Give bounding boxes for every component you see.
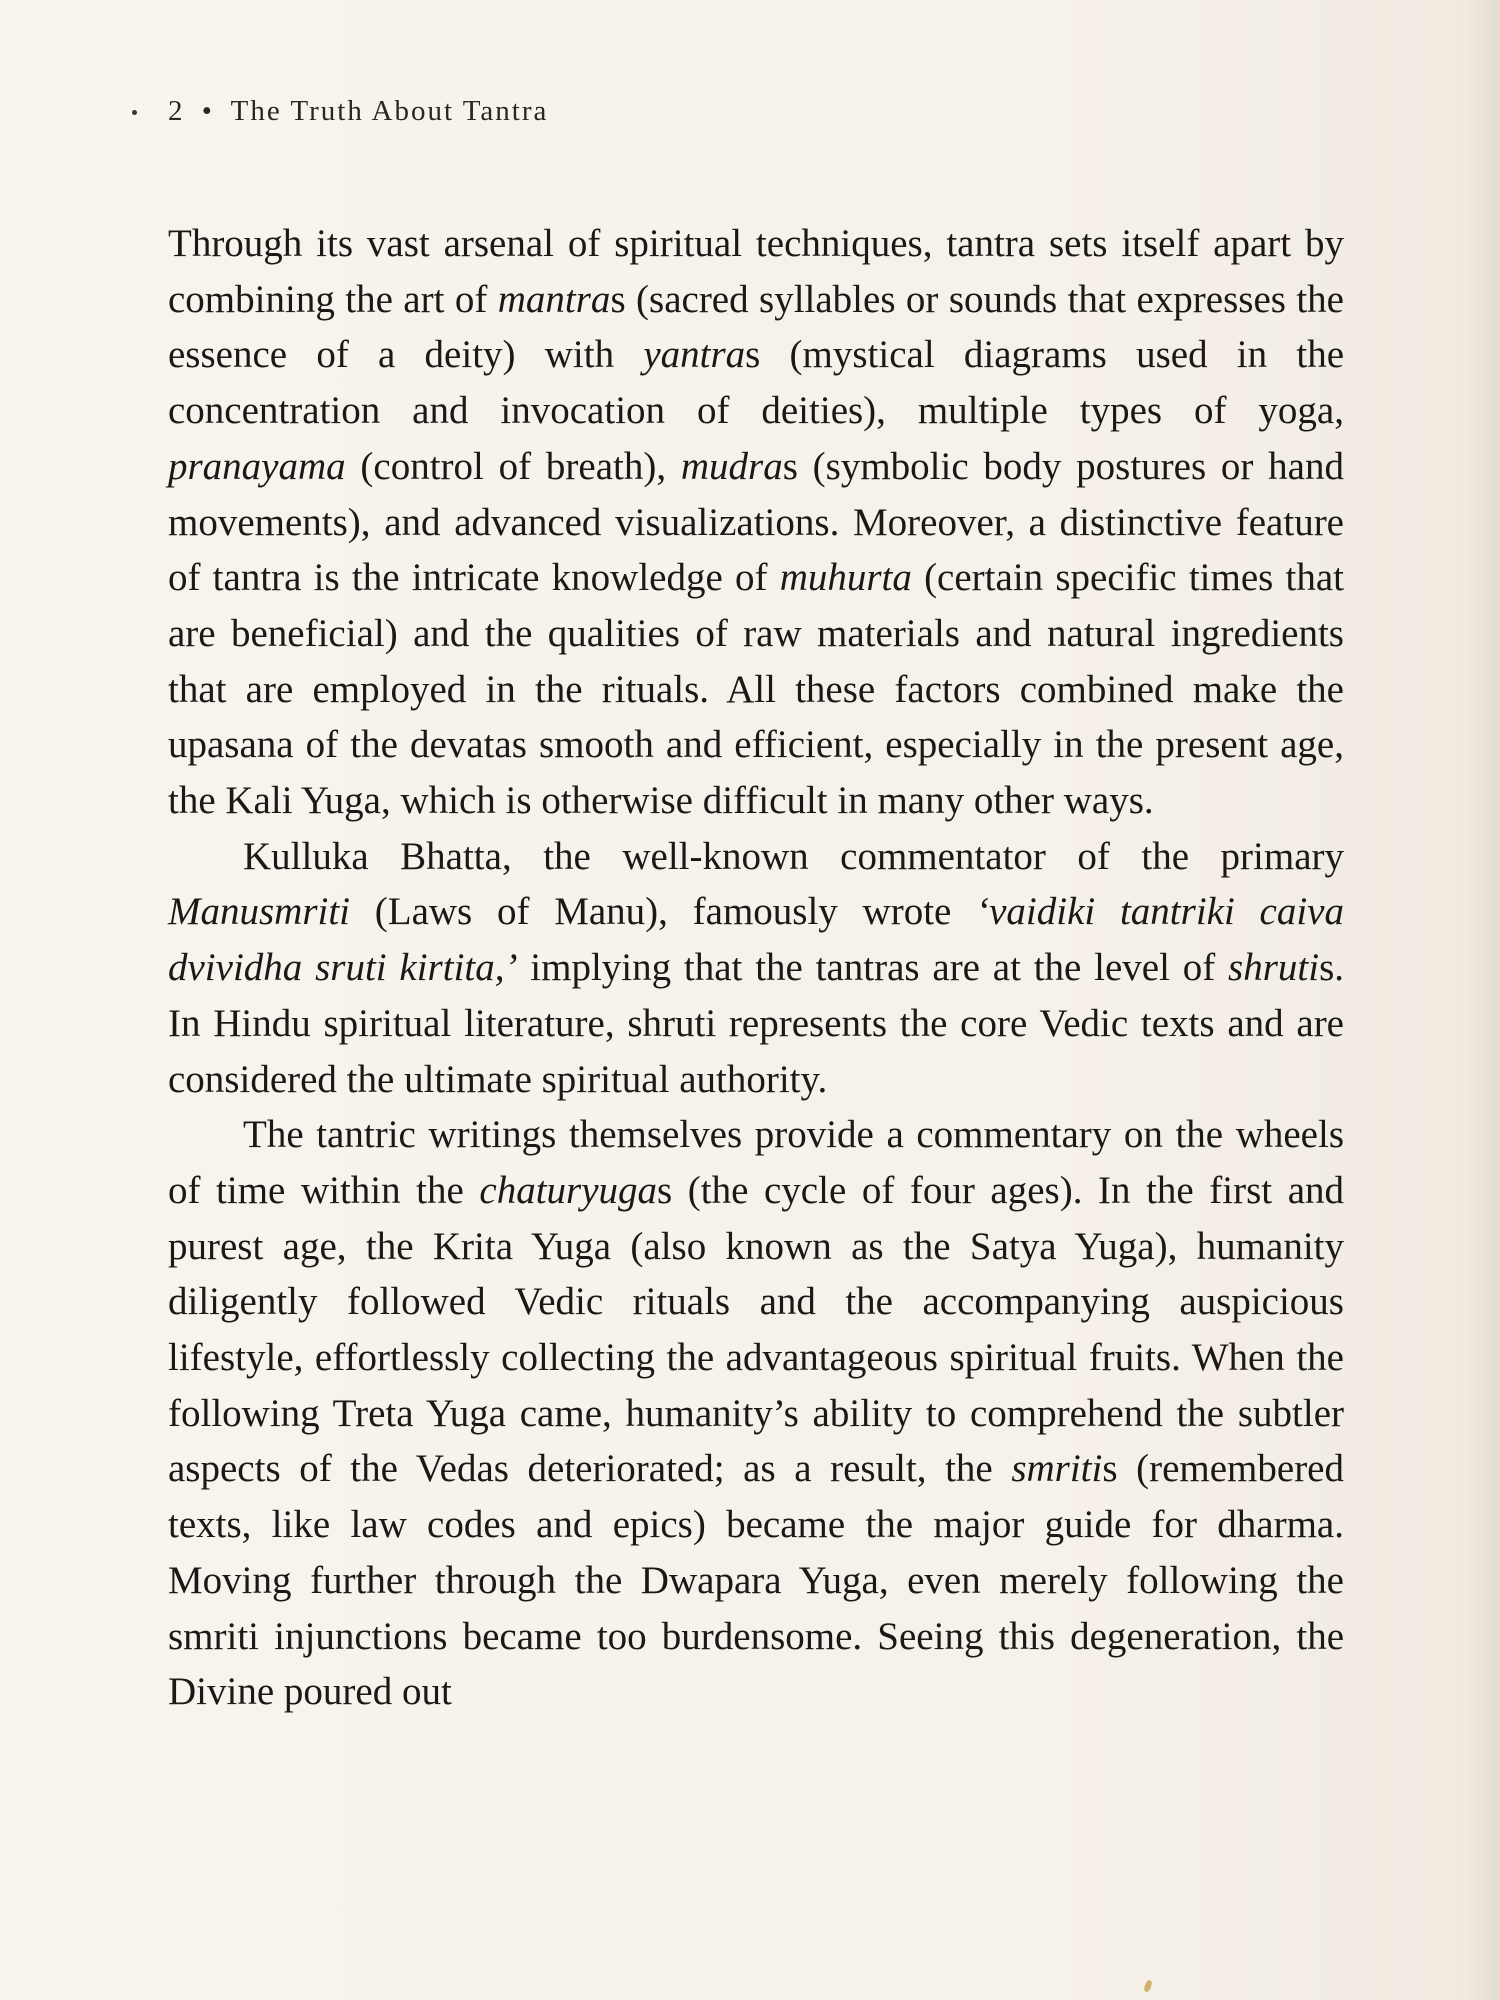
text-run: Kulluka Bhatta, the well-known commentator of the primary [243,834,1344,878]
italic-term: yantra [643,333,746,377]
text-run: Through its vast arsenal of spiritual techniques, tantra sets itself apart by combining the art of [168,222,1344,321]
margin-dot [132,110,137,115]
text-run: s (sacred syllables or sounds that expresses the essence of a deity) with [168,277,1344,377]
page-number: 2 [168,95,185,127]
page-edge-shadow [1462,0,1500,2000]
text-run: s (remembered texts, like law codes and epics) became the major guide for dharma. Moving further through the Dwapara Yuga, even merely following the smriti injunctions became too burdensome. Seeing this degeneration, the Divine poured out [168,1447,1344,1714]
italic-term: mantra [497,277,611,321]
book-title: The Truth About Tantra [230,95,549,127]
italic-term: chaturyuga [479,1168,658,1212]
running-head-separator: • [201,95,214,127]
text-run: s (mystical diagrams used in the concentration and invocation of deities), multiple types of yoga, [168,333,1345,433]
italic-term: pranayama [168,444,346,488]
text-run: s (symbolic body postures or hand movements), and advanced visualizations. Moreover, a distinctive feature of tantra is the intricate knowledge of [168,444,1344,600]
text-run: The tantric writings themselves provide a commentary on the wheels of time within the [168,1113,1344,1212]
italic-term: ‘vaidiki tantriki caiva dvividha sruti kirtita,’ [168,890,1344,990]
italic-term: muhurta [779,556,912,600]
text-run: (control of breath), [345,444,681,488]
text-run: implying that the tantras are at the level of [517,946,1229,990]
paragraph [168,216,1344,829]
paper-speck [1143,1979,1153,1992]
italic-term: mudra [680,444,783,488]
italic-term: smriti [1011,1447,1103,1491]
text-run: s (the cycle of four ages). In the first and purest age, the Krita Yuga (also known as the Satya Yuga), humanity diligently followed Vedic rituals and the accompanying auspicious lifestyle, effortlessly collecting the advantageous spiritual fruits. When the following Treta Yuga came, humanity’s ability to comprehend the subtler aspects of the Vedas deteriorated; as a result, the [168,1168,1345,1491]
text-run: (Laws of Manu), famously wrote [350,890,977,934]
paragraph [168,829,1344,1108]
body-text [168,216,1344,1720]
text-run: (certain specific times that are beneficial) and the qualities of raw materials and natural ingredients that are employed in the rituals. All these factors combined make the upasana of the devatas smooth and efficient, especially in the present age, the Kali Yuga, which is otherwise difficult in many other ways. [168,556,1344,823]
running-head [168,95,548,128]
italic-term: Manusmriti [168,890,351,934]
paragraph [168,1107,1344,1720]
text-run: s. In Hindu spiritual literature, shruti represents the core Vedic texts and are considered the ultimate spiritual authority. [168,946,1344,1101]
italic-term: shruti [1228,946,1320,990]
